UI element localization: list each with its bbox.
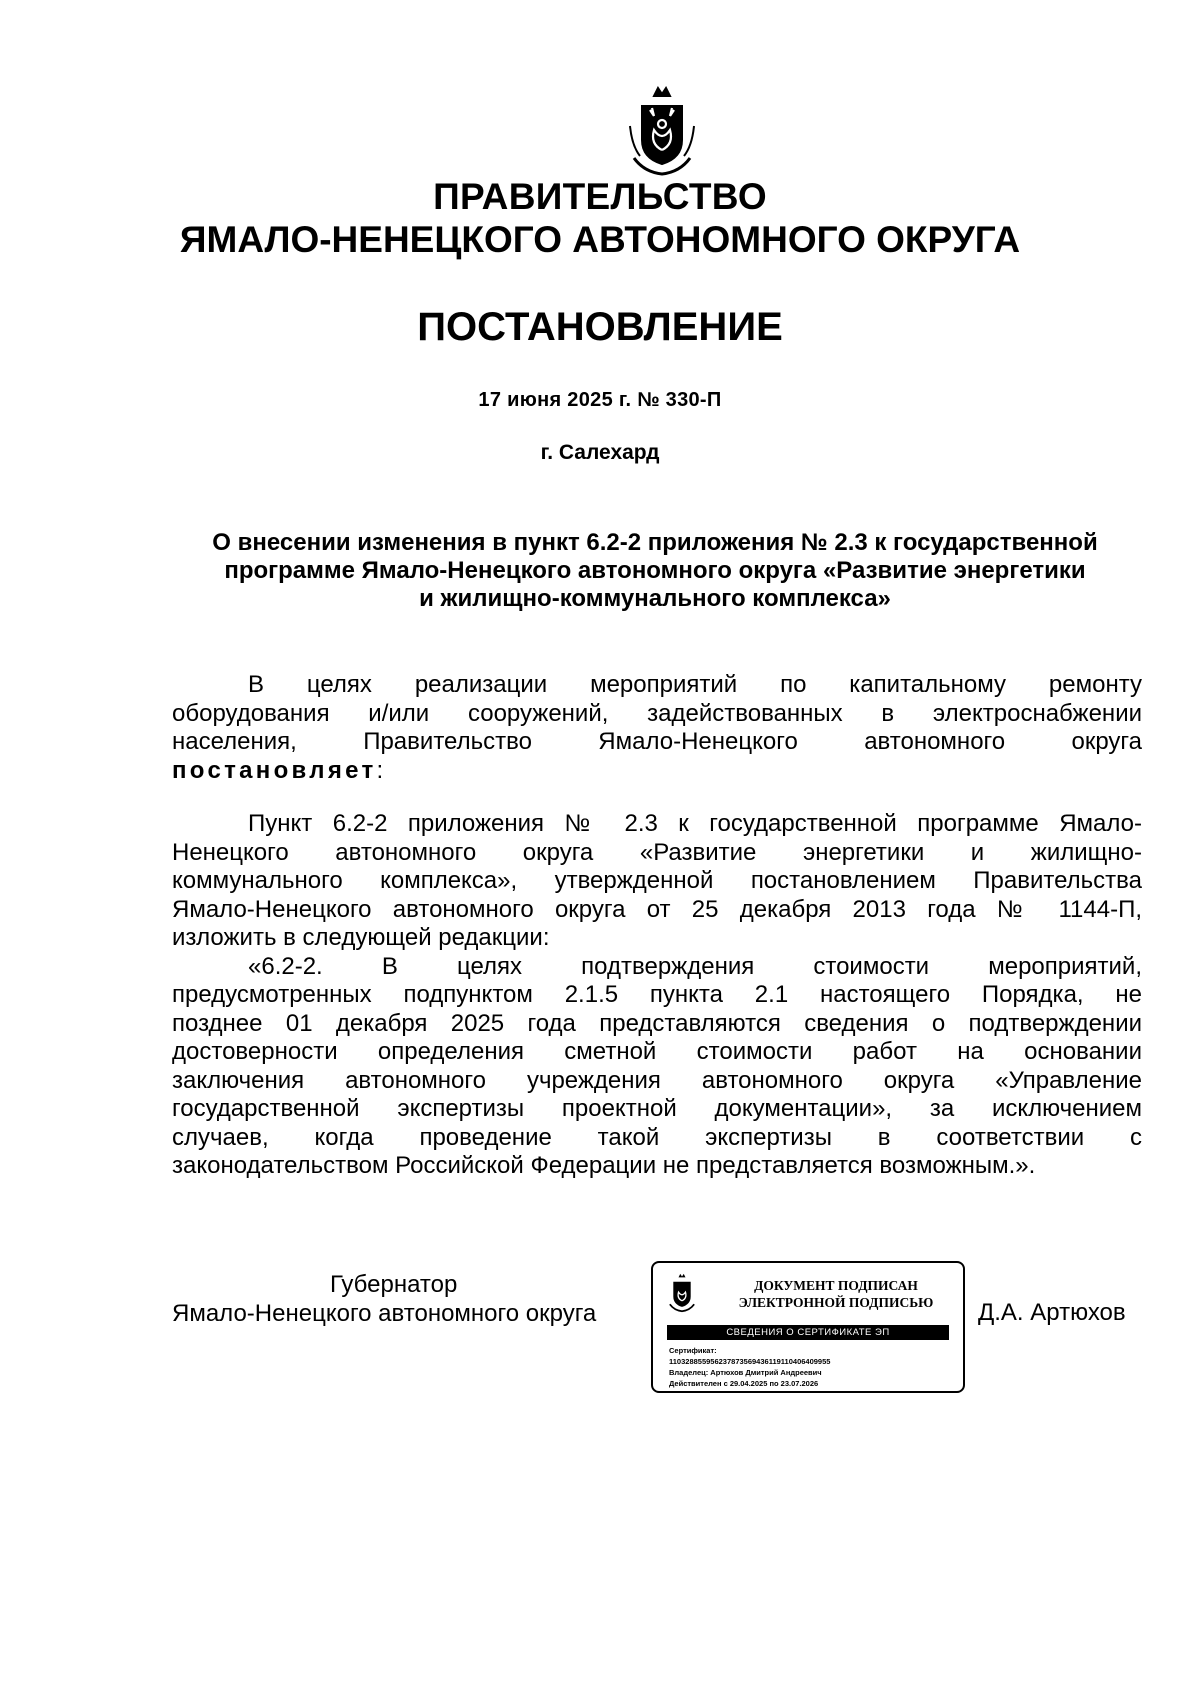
stamp-validity: Действителен с 29.04.2025 по 23.07.2026 — [669, 1379, 819, 1388]
organization-name-line2: ЯМАЛО-НЕНЕЦКОГО АВТОНОМНОГО ОКРУГА — [179, 219, 1021, 260]
subject-line: О внесении изменения в пункт 6.2-2 приложения № 2.3 к государственной — [212, 529, 1098, 556]
text-line: Пункт 6.2-2 приложения № 2.3 к государственной программе Ямало- — [248, 810, 1142, 837]
text-line: предусмотренных подпунктом 2.1.5 пункта 2.1 настоящего Порядка, не — [172, 981, 1142, 1008]
subject-line: и жилищно-коммунального комплекса» — [419, 585, 891, 612]
organization-name-line1: ПРАВИТЕЛЬСТВО — [433, 176, 767, 217]
stamp-owner: Владелец: Артюхов Дмитрий Андреевич — [669, 1368, 822, 1377]
subject-line: программе Ямало-Ненецкого автономного округа «Развитие энергетики — [224, 557, 1086, 584]
text-line: законодательством Российской Федерации не представляется возможным.». — [172, 1152, 1036, 1179]
text-line: изложить в следующей редакции: — [172, 924, 550, 951]
stamp-cert-label: Сертификат: — [669, 1346, 717, 1355]
decision-word: постановляет — [172, 756, 377, 784]
preamble-paragraph — [172, 671, 1142, 785]
electronic-signature-stamp — [651, 1261, 965, 1393]
document-subject — [170, 529, 1140, 613]
signatory-position — [172, 1271, 642, 1328]
text-line: Ненецкого автономного округа «Развитие энергетики и жилищно- — [172, 838, 1142, 866]
text-line: населения, Правительство Ямало-Ненецкого автономного округа — [172, 728, 1142, 755]
stamp-cert-number: 110328855956237873569436119110406409955 — [669, 1357, 831, 1366]
signatory-name: Д.А. Артюхов — [978, 1299, 1126, 1326]
text-line — [172, 757, 1142, 786]
text-line: коммунального комплекса», утвержденной постановлением Правительства — [172, 867, 1142, 894]
coat-of-arms-icon — [628, 86, 696, 178]
signatory-title: Губернатор — [330, 1271, 458, 1298]
text-line: заключения автономного учреждения автономного округа «Управление — [172, 1066, 1142, 1094]
document-city: г. Салехард — [540, 441, 660, 464]
document-date-number: 17 июня 2025 г. № 330-П — [478, 389, 722, 411]
text-line: достоверности определения сметной стоимости работ на основании — [172, 1038, 1142, 1065]
decision-colon: : — [376, 756, 384, 784]
stamp-title-line: ЭЛЕКТРОННОЙ ПОДПИСЬЮ — [738, 1295, 934, 1310]
signatory-organization: Ямало-Ненецкого автономного округа — [172, 1299, 597, 1327]
document-type-title: ПОСТАНОВЛЕНИЕ — [417, 305, 783, 349]
stamp-title-line: ДОКУМЕНТ ПОДПИСАН — [754, 1278, 918, 1293]
stamp-certificate-bar: СВЕДЕНИЯ О СЕРТИФИКАТЕ ЭП — [667, 1325, 949, 1340]
text-line: В целях реализации мероприятий по капитальному ремонту — [248, 671, 1142, 698]
stamp-title — [711, 1277, 961, 1311]
stamp-certificate-info — [669, 1345, 830, 1389]
main-paragraph — [172, 810, 1142, 1181]
text-line: позднее 01 декабря 2025 года представляются сведения о подтверждении — [172, 1009, 1142, 1037]
coat-of-arms-icon — [667, 1273, 697, 1313]
text-line: случаев, когда проведение такой экспертизы в соответствии с — [172, 1123, 1142, 1151]
text-line: оборудования и/или сооружений, задействованных в электроснабжении — [172, 699, 1142, 727]
text-line: Ямало-Ненецкого автономного округа от 25 декабря 2013 года № 1144-П, — [172, 895, 1142, 923]
text-line: государственной экспертизы проектной документации», за исключением — [172, 1095, 1142, 1122]
text-line: «6.2-2. В целях подтверждения стоимости мероприятий, — [248, 952, 1142, 980]
